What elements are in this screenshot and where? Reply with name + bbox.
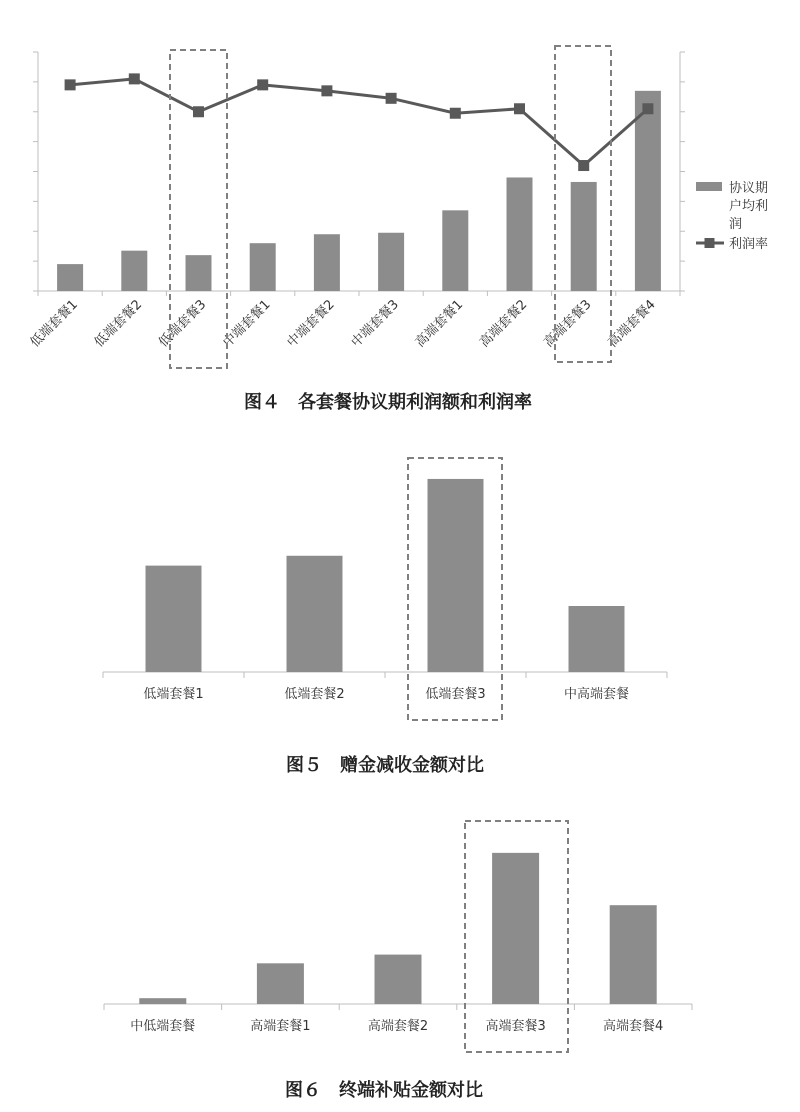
- x-tick-label: 高端套餐4: [603, 1019, 664, 1034]
- x-tick-label: 中低端套餐: [130, 1019, 196, 1034]
- line-margin-series: [70, 79, 648, 166]
- point-margin-3: [193, 106, 204, 117]
- x-tick-label: 中端套餐3: [348, 297, 402, 351]
- x-tick-label: 中端套餐1: [220, 297, 274, 351]
- chart-terminal-subsidy: [104, 821, 692, 1052]
- chart1-caption: 图４ 各套餐协议期利润额和利润率: [244, 392, 532, 413]
- x-tick-label: 低端套餐1: [143, 687, 204, 702]
- point-margin-5: [321, 85, 332, 96]
- bar-2: [257, 963, 304, 1004]
- legend-bar-label: 户均利: [729, 199, 769, 214]
- legend-line-marker: [705, 238, 715, 248]
- bar-profit-4: [250, 243, 276, 291]
- bar-3: [375, 955, 422, 1004]
- point-margin-10: [642, 103, 653, 114]
- x-tick-label: 低端套餐3: [156, 297, 210, 351]
- bar-1: [139, 998, 186, 1004]
- x-tick-label: 高端套餐3: [541, 297, 595, 351]
- legend-bar-swatch: [696, 182, 722, 191]
- point-margin-9: [578, 160, 589, 171]
- bar-3: [428, 479, 484, 672]
- point-margin-6: [386, 93, 397, 104]
- point-margin-4: [257, 79, 268, 90]
- x-tick-label: 高端套餐2: [477, 297, 531, 351]
- bar-profit-6: [378, 233, 404, 291]
- x-tick-label: 高端套餐1: [412, 297, 467, 351]
- bar-profit-1: [57, 264, 83, 291]
- x-tick-label: 高端套餐2: [367, 1019, 429, 1034]
- chart3-caption: 图６ 终端补贴金额对比: [285, 1080, 483, 1101]
- x-tick-label: 中高端套餐: [563, 687, 630, 702]
- legend-bar-label: 协议期: [729, 181, 769, 196]
- x-tick-label: 高端套餐3: [485, 1019, 546, 1034]
- bar-profit-2: [121, 251, 147, 291]
- bar-5: [610, 905, 657, 1004]
- point-margin-2: [129, 73, 140, 84]
- bar-4: [569, 606, 625, 672]
- legend-line-label: 利润率: [729, 237, 769, 252]
- bar-4: [492, 853, 539, 1004]
- bar-2: [287, 556, 343, 672]
- x-tick-label: 高端套餐1: [250, 1019, 311, 1034]
- x-tick-label: 低端套餐2: [91, 297, 146, 351]
- bar-profit-3: [186, 255, 212, 291]
- bar-profit-8: [507, 177, 533, 291]
- x-tick-label: 中端套餐2: [284, 297, 338, 351]
- point-margin-8: [514, 103, 525, 114]
- bar-1: [146, 566, 202, 672]
- legend-bar-label: 润: [729, 217, 743, 232]
- bar-profit-7: [442, 210, 468, 291]
- x-tick-label: 高端套餐4: [605, 297, 659, 351]
- bar-profit-9: [571, 182, 597, 291]
- x-tick-label: 低端套餐3: [425, 687, 486, 702]
- chart-profit-and-margin: [27, 46, 768, 368]
- x-tick-label: 低端套餐2: [284, 687, 345, 702]
- chart-gift-revenue-reduction: [103, 458, 667, 720]
- x-tick-label: 低端套餐1: [27, 297, 81, 351]
- point-margin-7: [450, 108, 461, 119]
- point-margin-1: [65, 79, 76, 90]
- bar-profit-5: [314, 234, 340, 291]
- chart2-caption: 图５ 赠金减收金额对比: [286, 755, 484, 776]
- bar-profit-10: [635, 91, 661, 291]
